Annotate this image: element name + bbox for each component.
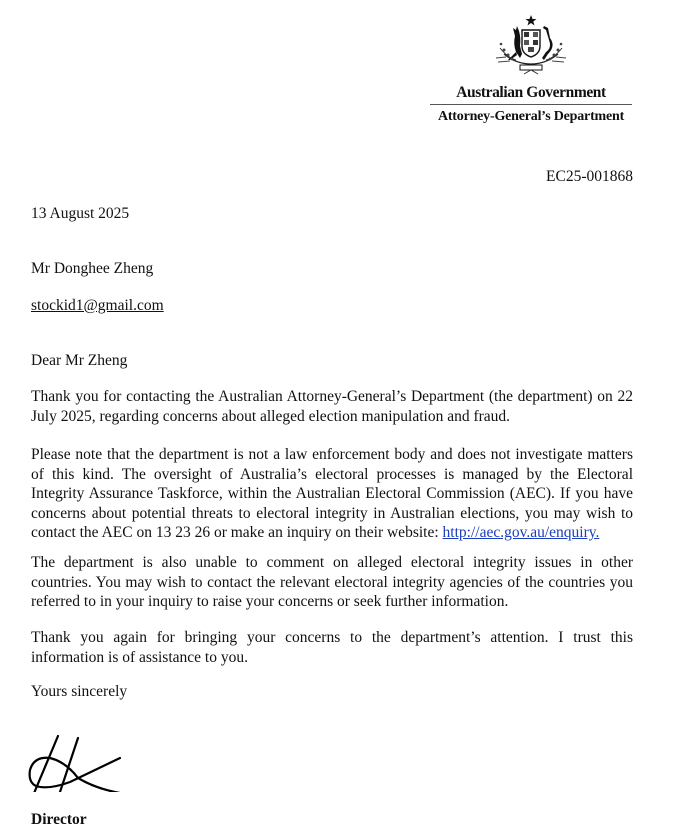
- department-name: Attorney-General’s Department: [437, 109, 625, 124]
- signature-icon: [28, 730, 132, 792]
- paragraph-2-text: Please note that the department is not a law enforcement body and does not investigate matters of this kind. The oversight of Australia’s electoral processes is managed by the Electoral Integrity Assurance Taskforce, within the Australian Electoral Commission (AEC). If you have concerns about potential threats to electoral integrity in Australian elections, you may wish to contact the AEC on 13 23 26 or make an inquiry on their website:: [31, 446, 633, 541]
- letterhead: [430, 14, 632, 125]
- recipient-email-link[interactable]: stockid1@gmail.com: [31, 297, 164, 314]
- recipient-name: Mr Donghee Zheng: [31, 260, 154, 277]
- letterhead-divider: [430, 104, 632, 105]
- paragraph-3: The department is also unable to comment on alleged electoral integrity issues in other countries. You may wish to contact the relevant electoral integrity agencies of the countries you referred to in your inquiry to raise your concerns or seek further information.: [31, 554, 633, 610]
- signatory-title: Director: [31, 811, 87, 828]
- paragraph-1: Thank you for contacting the Australian Attorney-General’s Department (the department) on 22 July 2025, regarding concerns about alleged election manipulation and fraud.: [31, 388, 633, 425]
- letter-date: 13 August 2025: [31, 205, 130, 222]
- salutation: Dear Mr Zheng: [31, 352, 128, 369]
- paragraph-2: [31, 445, 633, 543]
- government-name: Australian Government: [456, 84, 606, 101]
- coat-of-arms-icon: [486, 14, 576, 82]
- reference-number: EC25-001868: [546, 168, 633, 185]
- paragraph-4: Thank you again for bringing your concerns to the department’s attention. I trust this information is of assistance to you.: [31, 629, 633, 666]
- aec-enquiry-link[interactable]: http://aec.gov.au/enquiry.: [442, 524, 600, 541]
- closing: Yours sincerely: [31, 683, 128, 700]
